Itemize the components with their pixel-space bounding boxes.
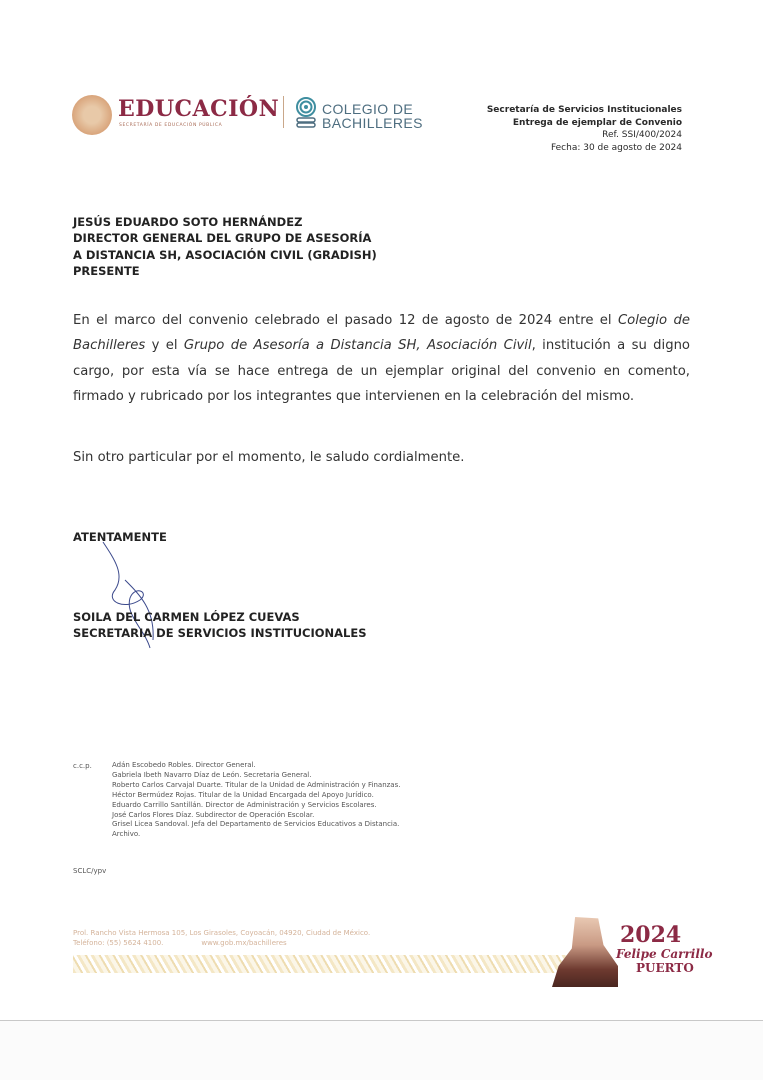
recipient-title-1: DIRECTOR GENERAL DEL GRUPO DE ASESORÍA — [73, 231, 372, 246]
year-logo: 2024 — [620, 922, 682, 948]
colegio-logo-line2: BACHILLERES — [322, 115, 423, 131]
footer-address: Prol. Rancho Vista Hermosa 105, Los Girasoles, Coyoacán, 04920, Ciudad de México. — [73, 929, 371, 937]
salutation: ATENTAMENTE — [73, 530, 167, 544]
reference: Ref. SSI/400/2024 — [602, 130, 682, 140]
ccp-item: Eduardo Carrillo Santillán. Director de Administración y Servicios Escolares. — [112, 800, 377, 809]
ccp-item: Roberto Carlos Carvajal Duarte. Titular de la Unidad de Administración y Finanzas. — [112, 780, 401, 789]
logo-divider — [283, 96, 284, 128]
decorative-footer-band — [73, 955, 593, 973]
footer-contact — [73, 929, 370, 948]
scan-margin — [0, 1021, 763, 1080]
ccp-item: Archivo. — [112, 830, 141, 839]
educacion-logo: EDUCACIÓN — [118, 96, 280, 122]
initials: SCLC/ypv — [73, 867, 107, 875]
colegio-logo-line1: COLEGIO DE — [322, 101, 414, 117]
body-paragraph-1 — [73, 308, 690, 409]
signer-name: SOILA DEL CARMEN LÓPEZ CUEVAS — [73, 610, 300, 624]
page-edge — [0, 1020, 763, 1021]
footer-phone: Teléfono: (55) 5624 4100. — [73, 938, 164, 947]
recipient-title-2: A DISTANCIA SH, ASOCIACIÓN CIVIL (GRADISH) — [73, 247, 377, 262]
text: , institución a su digno cargo, por esta vía se hace entrega de un ejemplar original del convenio en comento, firmado y rubricado por los integrantes que intervienen en la celebración del mismo. — [73, 338, 690, 404]
colegio-bachilleres-logo-icon — [296, 97, 316, 129]
body-paragraph-2: Sin otro particular por el momento, le saludo cordialmente. — [73, 450, 465, 465]
ccp-item: Adán Escobedo Robles. Director General. — [112, 761, 256, 769]
department: Secretaría de Servicios Institucionales — [486, 105, 682, 115]
text-italic: Grupo de Asesoría a Distancia SH, Asociación Civil — [183, 338, 532, 354]
subject: Entrega de ejemplar de Convenio — [512, 117, 682, 128]
text-italic: Colegio de Bachilleres — [73, 313, 690, 354]
ccp-item: Héctor Bermúdez Rojas. Titular de la Unidad Encargada del Apoyo Jurídico. — [112, 790, 374, 799]
ccp-label: c.c.p. — [73, 762, 92, 770]
ccp-item: Gabriela Ibeth Navarro Díaz de León. Secretaria General. — [112, 770, 312, 779]
ccp-item: José Carlos Flores Díaz. Subdirector de Operación Escolar. — [112, 810, 315, 819]
puerto-logo: PUERTO — [636, 961, 694, 975]
ccp-item: Grisel Licea Sandoval. Jefa del Departamento de Servicios Educativos a Distancia. — [112, 820, 400, 829]
recipient-block — [73, 214, 377, 279]
recipient-name: JESÚS EDUARDO SOTO HERNÁNDEZ — [73, 215, 303, 229]
text: y el — [145, 338, 184, 354]
footer-website: www.gob.mx/bachilleres — [201, 938, 287, 947]
signer-block — [73, 609, 367, 642]
felipe-carrillo-logo: Felipe Carrillo — [616, 947, 713, 961]
mexico-coat-of-arms-icon — [72, 95, 112, 135]
presente: PRESENTE — [73, 263, 140, 278]
date: Fecha: 30 de agosto de 2024 — [550, 142, 682, 153]
signer-title: SECRETARIA DE SERVICIOS INSTITUCIONALES — [73, 626, 367, 641]
letter-header-info — [487, 104, 682, 154]
educacion-logo-subtitle: SECRETARÍA DE EDUCACIÓN PÚBLICA — [119, 123, 223, 128]
ccp-list — [112, 761, 400, 840]
felipe-carrillo-portrait — [552, 917, 618, 987]
text: En el marco del convenio celebrado el pasado 12 de agosto de 2024 entre el — [73, 313, 618, 328]
